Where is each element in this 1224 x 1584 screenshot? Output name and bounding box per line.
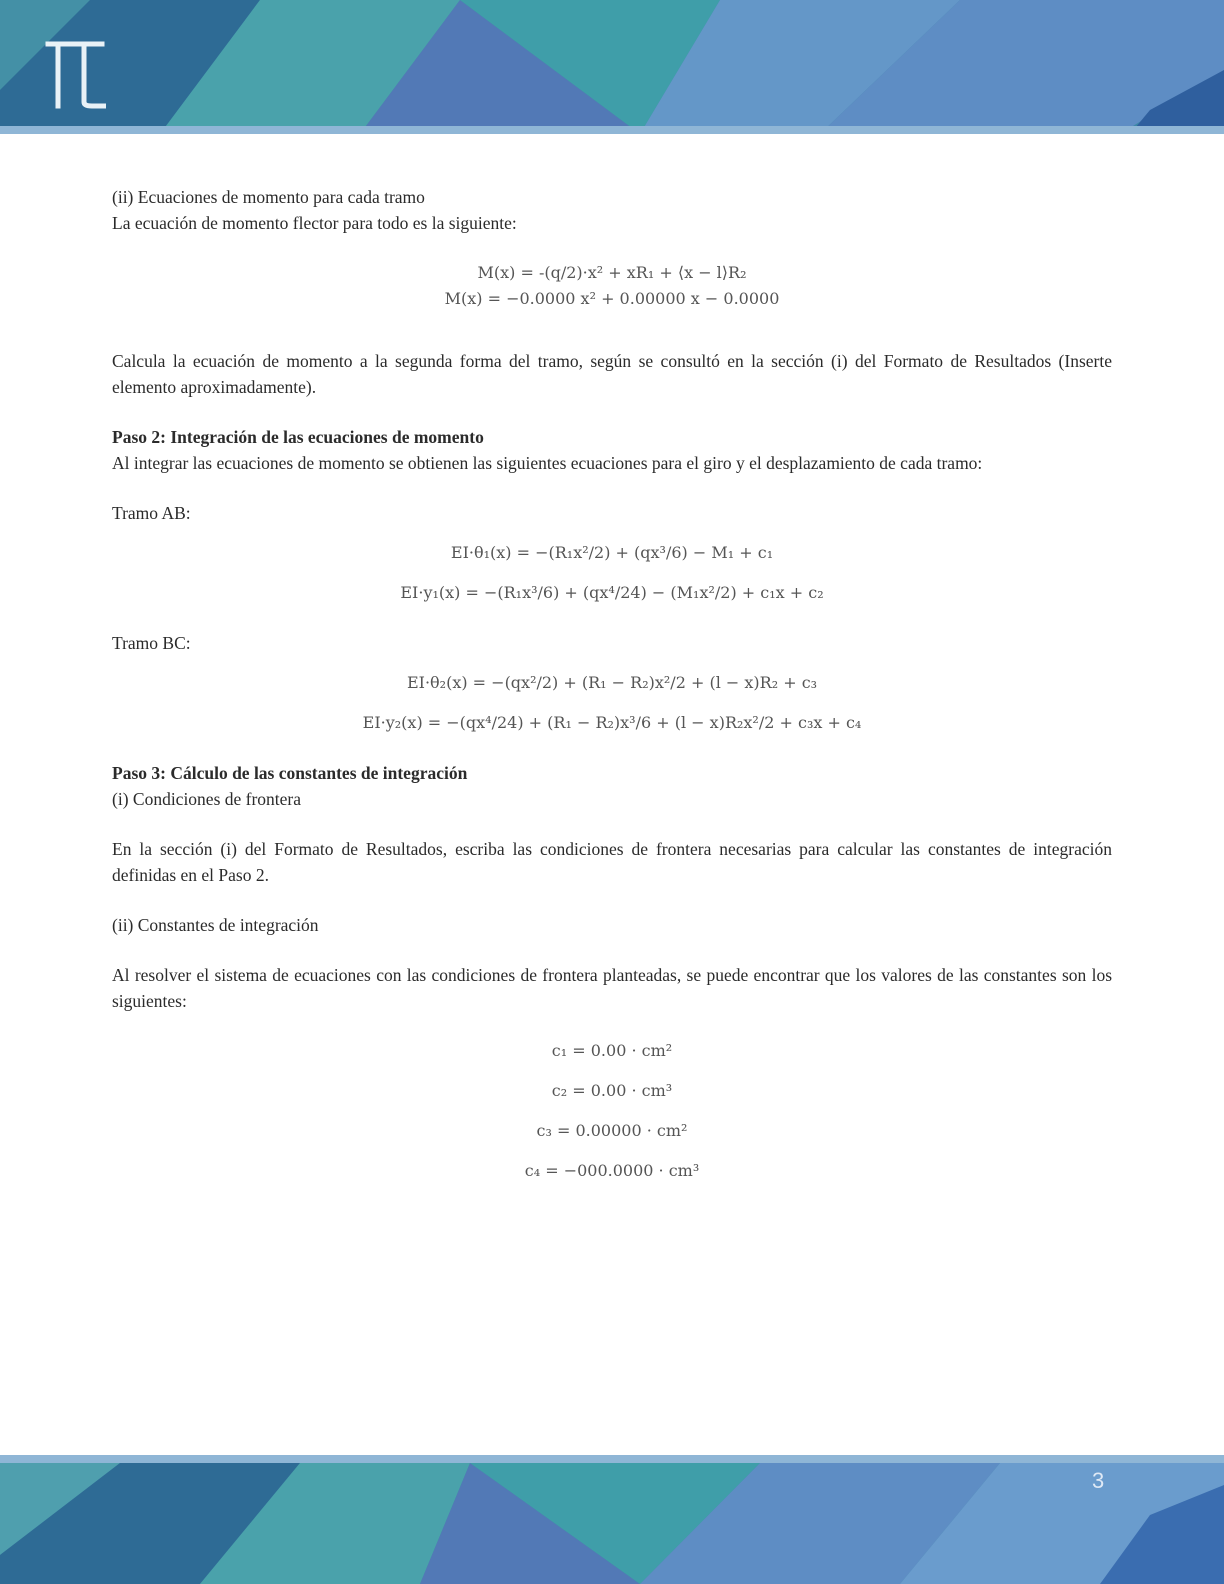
subsection-heading: (i) Condiciones de frontera xyxy=(112,789,302,809)
constant-c4: c₄ = −000.0000 · cm³ xyxy=(524,1161,700,1180)
header-geometric-pattern xyxy=(0,0,1224,134)
equation-specific: M(x) = −0.0000 x² + 0.00000 x − 0.0000 xyxy=(444,289,780,308)
paragraph: La ecuación de momento flector para todo es la siguiente: xyxy=(112,213,517,233)
equation-bc-deflection: EI·y₂(x) = −(qx⁴/24) + (R₁ − R₂)x³/6 + (l − x)R₂x²/2 + c₃x + c₄ xyxy=(362,713,862,732)
paragraph: En la sección (i) del Formato de Resultados, escriba las condiciones de frontera necesarias para calcular las constantes de integración definidas en el Paso 2. xyxy=(112,839,1112,885)
pi-logo-icon xyxy=(44,40,106,110)
constant-c1: c₁ = 0.00 · cm² xyxy=(551,1041,673,1060)
section-heading: (ii) Ecuaciones de momento para cada tramo xyxy=(112,187,425,207)
equation-bc-rotation: EI·θ₂(x) = −(qx²/2) + (R₁ − R₂)x²/2 + (l − x)R₂ + c₃ xyxy=(406,673,818,692)
paragraph: Al integrar las ecuaciones de momento se obtienen las siguientes ecuaciones para el giro y el desplazamiento de cada tramo: xyxy=(112,453,983,473)
step-heading: Paso 2: Integración de las ecuaciones de momento xyxy=(112,427,484,447)
constant-c3: c₃ = 0.00000 · cm² xyxy=(536,1121,688,1140)
page-number: 3 xyxy=(1092,1468,1105,1493)
equation-ab-rotation: EI·θ₁(x) = −(R₁x²/2) + (qx³/6) − M₁ + c₁ xyxy=(450,543,774,562)
paragraph: Al resolver el sistema de ecuaciones con las condiciones de frontera planteadas, se puede encontrar que los valores de las constantes son los siguientes: xyxy=(112,965,1112,1011)
step-heading: Paso 3: Cálculo de las constantes de integración xyxy=(112,763,468,783)
constant-c2: c₂ = 0.00 · cm³ xyxy=(551,1081,673,1100)
tramo-label: Tramo BC: xyxy=(112,633,191,653)
subsection-heading: (ii) Constantes de integración xyxy=(112,915,319,935)
footer-geometric-pattern xyxy=(0,1455,1224,1584)
equation-ab-deflection: EI·y₁(x) = −(R₁x³/6) + (qx⁴/24) − (M₁x²/2) + c₁x + c₂ xyxy=(400,583,824,602)
document-body xyxy=(112,184,1112,1184)
tramo-label: Tramo AB: xyxy=(112,503,191,523)
equation-general: M(x) = -(q/2)·x² + xR₁ + ⟨x − l⟩R₂ xyxy=(477,263,747,282)
footer-banner xyxy=(0,1455,1224,1584)
header-banner xyxy=(0,0,1224,134)
paragraph: Calcula la ecuación de momento a la segunda forma del tramo, según se consultó en la sección (i) del Formato de Resultados (Inserte elemento aproximadamente). xyxy=(112,351,1112,397)
